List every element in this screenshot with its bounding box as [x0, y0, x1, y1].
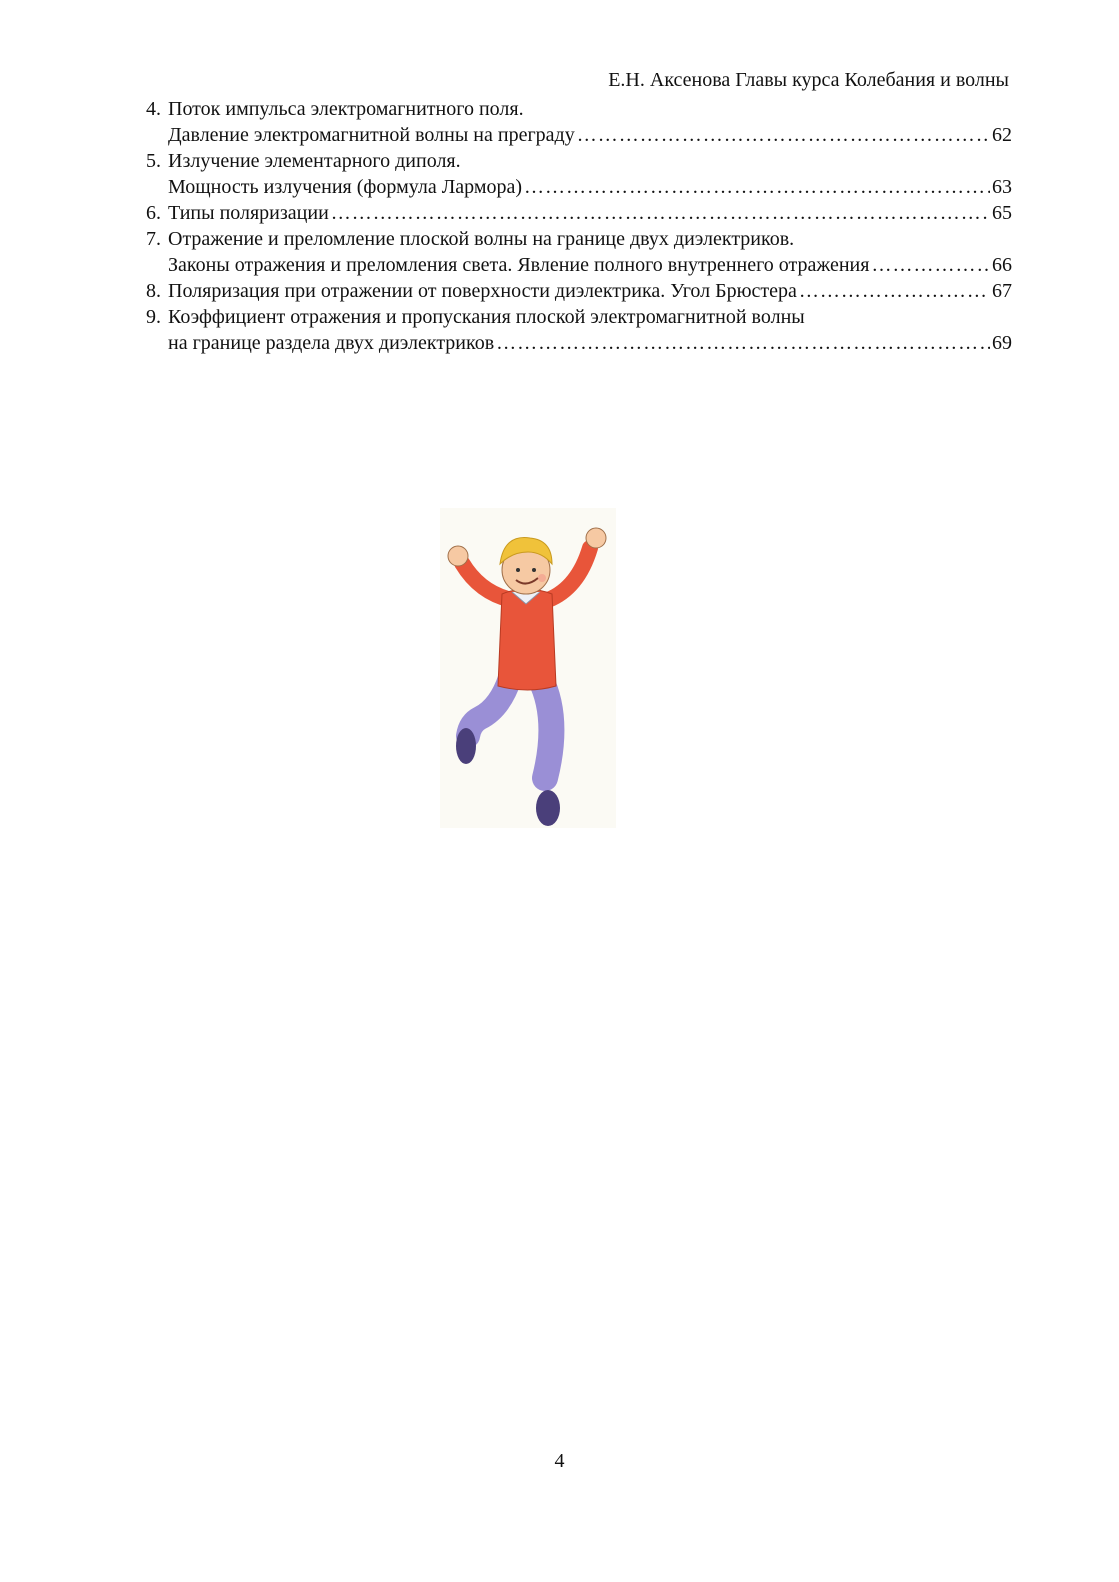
- toc-title: Поляризация при отражении от поверхности диэлектрика. Угол Брюстера: [168, 280, 797, 302]
- dot-leader: [799, 278, 990, 304]
- toc-title: Законы отражения и преломления света. Явление полного внутреннего отражения: [168, 254, 870, 276]
- toc-number: 8.: [146, 280, 161, 302]
- toc-entry[interactable]: [146, 148, 1012, 200]
- toc-page: 62: [992, 124, 1012, 146]
- toc-page: 66: [992, 254, 1012, 276]
- jumping-boy-illustration: [440, 508, 616, 828]
- toc-title: Типы поляризации: [168, 202, 329, 224]
- dot-leader: [871, 252, 990, 278]
- toc-title: Поток импульса электромагнитного поля.: [168, 98, 524, 120]
- toc-page: 69: [992, 332, 1012, 354]
- toc-title: на границе раздела двух диэлектриков: [168, 332, 495, 354]
- running-header: Е.Н. Аксенова Главы курса Колебания и волны: [608, 69, 1009, 91]
- toc-page: 65: [992, 202, 1012, 224]
- toc-entry[interactable]: [146, 96, 1012, 148]
- toc-title: Отражение и преломление плоской волны на границе двух диэлектриков.: [168, 228, 795, 250]
- toc-page: 67: [992, 280, 1012, 302]
- page-number: 4: [554, 1450, 565, 1472]
- toc-title: Мощность излучения (формула Лармора): [168, 176, 523, 198]
- table-of-contents: [146, 96, 1012, 356]
- dot-leader: [496, 330, 990, 356]
- toc-entry[interactable]: [146, 226, 1012, 278]
- dot-leader: [577, 122, 990, 148]
- dot-leader: [524, 174, 990, 200]
- toc-number: 6.: [146, 202, 161, 224]
- toc-title: Коэффициент отражения и пропускания плоской электромагнитной волны: [168, 306, 805, 328]
- toc-entry[interactable]: [146, 304, 1012, 356]
- toc-entry[interactable]: [146, 200, 1012, 226]
- toc-title: Излучение элементарного диполя.: [168, 150, 461, 172]
- toc-number: 5.: [146, 150, 161, 172]
- toc-number: 4.: [146, 98, 161, 120]
- toc-page: 63: [992, 176, 1012, 198]
- toc-entry[interactable]: [146, 278, 1012, 304]
- toc-title: Давление электромагнитной волны на преграду: [168, 124, 575, 146]
- dot-leader: [331, 200, 990, 226]
- toc-number: 7.: [146, 228, 161, 250]
- toc-number: 9.: [146, 306, 161, 328]
